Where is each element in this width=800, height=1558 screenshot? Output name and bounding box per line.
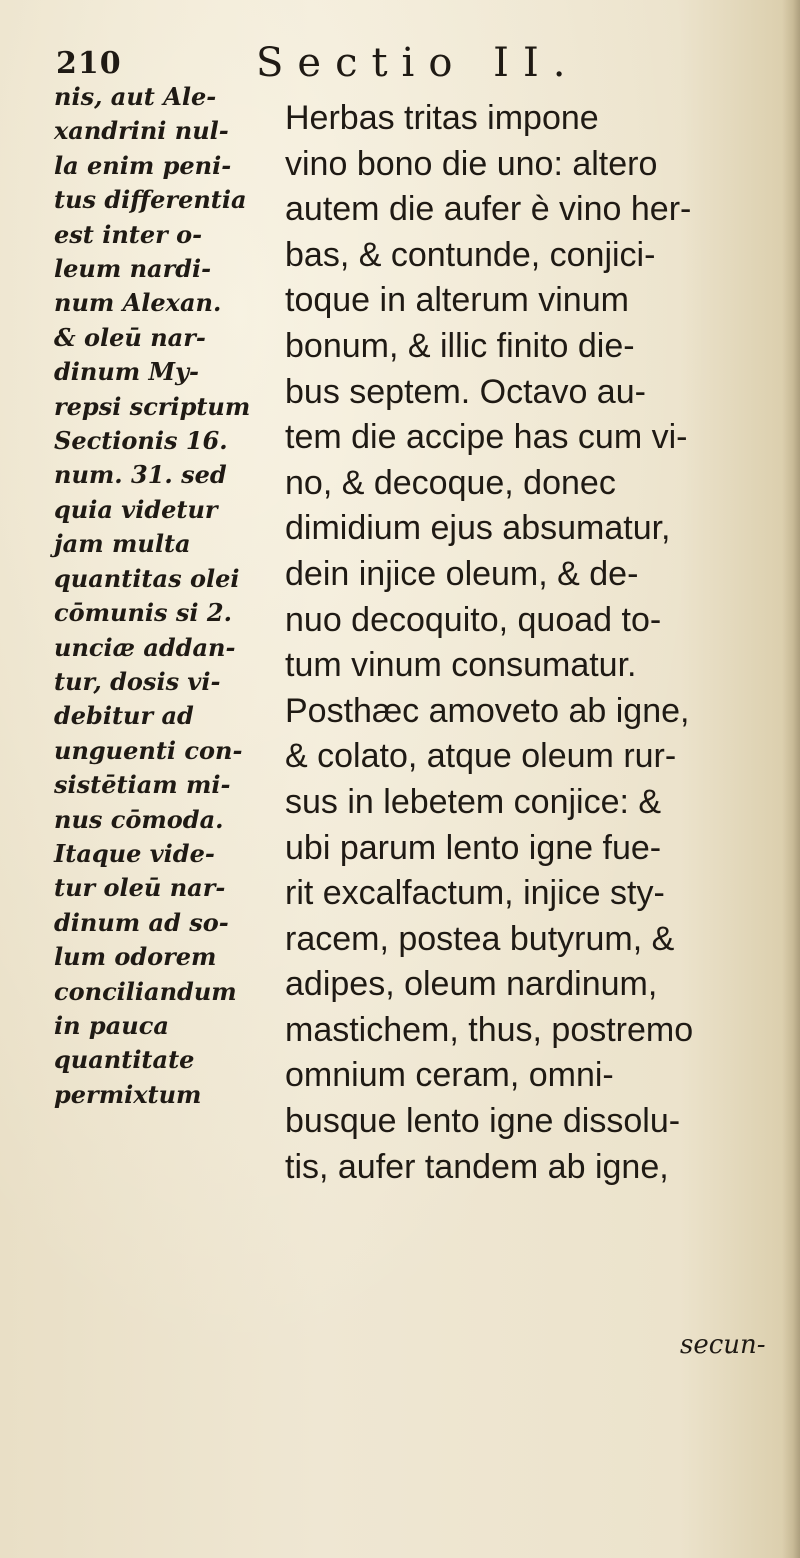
margin-note-line: conciliandum (54, 976, 237, 1006)
main-text-line: rit excalfactum, injice sty- (285, 874, 665, 913)
margin-note-line: quantitas olei (54, 563, 240, 593)
margin-note-line: la enim peni- (54, 150, 232, 180)
page-number: 210 (56, 46, 122, 81)
margin-note-line: & oleū nar- (54, 322, 206, 352)
margin-note-line: quia videtur (54, 494, 218, 524)
margin-note-line: est inter o- (54, 219, 203, 249)
margin-note-line: quantitate (54, 1045, 195, 1075)
main-text-line: omnium ceram, omni- (285, 1056, 614, 1095)
margin-note-line: unciæ addan- (54, 632, 236, 662)
main-text-line: adipes, oleum nardinum, (285, 965, 658, 1004)
main-text-line: tum vinum consumatur. (285, 646, 637, 685)
margin-note-line: leum nardi- (54, 254, 212, 284)
margin-note-line: cōmunis si 2. (54, 598, 232, 628)
margin-note-line: jam multa (54, 529, 191, 559)
margin-note-line: repsi scriptum (54, 391, 251, 421)
main-text-line: bas, & contunde, conjici- (285, 235, 656, 274)
running-head: Sectio II. (256, 40, 580, 86)
main-text-line: toque in alterum vinum (285, 281, 629, 320)
main-text-line: bus septem. Octavo au- (285, 372, 646, 411)
main-text-line: tis, aufer tandem ab igne, (285, 1147, 669, 1186)
margin-note-line: lum odorem (54, 942, 217, 972)
main-text-line: no, & decoque, donec (285, 463, 616, 502)
margin-note-line: Sectionis 16. (54, 426, 228, 456)
margin-note-line: sistētiam mi- (54, 770, 231, 800)
margin-note-line: unguenti con- (54, 735, 243, 765)
main-text-line: & colato, atque oleum rur- (285, 737, 677, 776)
main-text-line: nuo decoquito, quoad to- (285, 600, 662, 639)
main-text-line: ubi parum lento igne fue- (285, 828, 662, 867)
main-text-line: racem, postea butyrum, & (285, 919, 675, 958)
main-text-column (285, 96, 775, 1190)
main-text-line: Herbas tritas impone (285, 99, 599, 137)
main-text-line: Posthæc amoveto ab igne, (285, 691, 690, 730)
main-text-line: dimidium ejus absumatur, (285, 509, 671, 548)
margin-note-line: dinum My- (54, 357, 200, 387)
main-text-line: bonum, & illic finito die- (285, 326, 635, 365)
margin-note-line: tur oleū nar- (54, 873, 226, 903)
margin-note-line: num. 31. sed (54, 460, 227, 490)
margin-note (54, 80, 279, 1112)
margin-note-line: dinum ad so- (54, 907, 229, 937)
main-text-line: sus in lebetem conjice: & (285, 782, 662, 821)
main-text-line: vino bono die uno: altero (285, 144, 658, 183)
margin-note-line: nis, aut Ale- (54, 82, 217, 111)
margin-note-line: permixtum (54, 1079, 202, 1109)
catchword: secun- (680, 1330, 766, 1360)
margin-note-line: nus cōmoda. (54, 804, 224, 834)
margin-note-line: tus differentia (54, 185, 247, 215)
margin-note-line: Itaque vide- (54, 838, 215, 868)
main-text-line: busque lento igne dissolu- (285, 1102, 681, 1141)
margin-note-line: debitur ad (54, 701, 194, 731)
margin-note-line: in pauca (54, 1010, 169, 1040)
main-text-line: autem die aufer è vino her- (285, 190, 692, 229)
main-text-line: mastichem, thus, postremo (285, 1010, 694, 1049)
margin-note-line: xandrini nul- (54, 116, 229, 146)
margin-note-line: tur, dosis vi- (54, 666, 221, 696)
margin-note-line: num Alexan. (54, 288, 222, 318)
page-edge-shadow (782, 0, 800, 1558)
main-text-line: tem die accipe has cum vi- (285, 418, 688, 457)
main-text-line: dein injice oleum, & de- (285, 554, 639, 593)
